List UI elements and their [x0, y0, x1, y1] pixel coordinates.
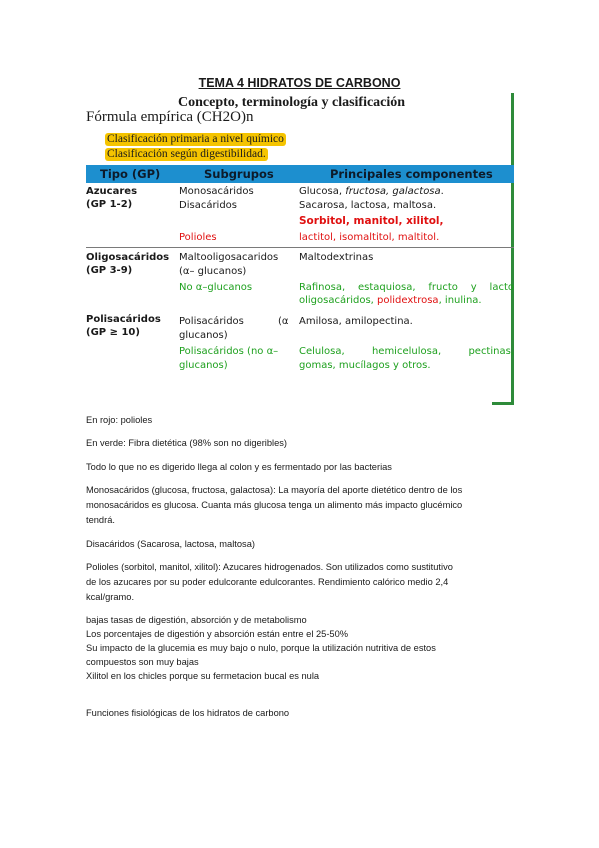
- tipo-azucares-gp: (GP 1-2): [86, 199, 133, 210]
- sub-monosacaridos: Monosacáridos: [179, 186, 254, 197]
- sub-no-alfa-glucanos: No α–glucanos: [179, 282, 253, 293]
- col-header-subgrupos: Subgrupos: [204, 167, 274, 181]
- table-header: [86, 165, 514, 183]
- tipo-azucares: Azucares: [86, 186, 138, 197]
- paragraph-funciones: Funciones fisiológicas de los hidratos de carbono: [86, 708, 290, 718]
- paragraph-porcentajes: Los porcentajes de digestión y absorción están entre el 25-50%: [86, 629, 349, 639]
- col-header-tipo: Tipo (GP): [100, 167, 161, 181]
- col-header-componentes: Principales componentes: [330, 167, 493, 181]
- figure-formula: Fórmula empírica (CH2O)n: [86, 109, 254, 125]
- paragraph-tasas: bajas tasas de digestión, absorción y de metabolismo: [86, 615, 307, 625]
- paragraph-polioles-2: de los azucares por su poder edulcorante edulcorantes. Rendimiento calórico medio 2,4: [86, 577, 449, 587]
- classification-figure: [86, 93, 514, 405]
- paragraph-polioles-1: Polioles (sorbitol, manitol, xilitol): Azucares hidrogenados. Son utilizados como sustitutivo: [86, 562, 453, 572]
- paragraph-rojo: En rojo: polioles: [86, 415, 153, 425]
- sub-alfa-glucanos: (α– glucanos): [179, 266, 247, 277]
- paragraph-colon: Todo lo que no es digerido llega al colon y es fermentado por las bacterias: [86, 462, 392, 472]
- paragraph-glucemia-2: compuestos son muy bajas: [86, 657, 199, 667]
- figure-heading: Concepto, terminología y clasificación: [178, 95, 406, 110]
- document-title: TEMA 4 HIDRATOS DE CARBONO: [198, 76, 401, 90]
- comp-maltodextrinas: Maltodextrinas: [299, 252, 374, 263]
- tipo-oligosacaridos: Oligosacáridos: [86, 252, 170, 263]
- highlight-digestibility: Clasificación según digestibilidad.: [107, 148, 266, 160]
- comp-celulosa: Celulosa, hemicelulosa, pectinas,: [299, 346, 514, 357]
- paragraph-monosacaridos-3: tendrá.: [86, 515, 115, 525]
- sub-polisacaridos-no-alfa: Polisacáridos (no α–: [179, 346, 279, 357]
- paragraph-polioles-3: kcal/gramo.: [86, 592, 135, 602]
- sub-polioles: Polioles: [179, 232, 217, 243]
- comp-polioles-1: Sorbitol, manitol, xilitol,: [299, 215, 444, 227]
- highlight-chemical: Clasificación primaria a nivel químico: [107, 133, 284, 145]
- paragraph-monosacaridos-2: monosacáridos es glucosa. Cuanta más glucosa tenga un alimento más impacto glucémico: [86, 500, 463, 510]
- paragraph-verde: En verde: Fibra dietética (98% son no digeribles): [86, 438, 288, 448]
- tipo-oligosacaridos-gp: (GP 3-9): [86, 265, 133, 276]
- tipo-polisacaridos: Polisacáridos: [86, 314, 161, 325]
- tipo-polisacaridos-gp: (GP ≥ 10): [86, 327, 140, 338]
- sub-polisacaridos-alfa: Polisacáridos: [179, 316, 244, 327]
- paragraph-disacaridos: Disacáridos (Sacarosa, lactosa, maltosa): [86, 539, 255, 549]
- paragraph-xilitol: Xilitol en los chicles porque su fermetacion bucal es nula: [86, 671, 320, 681]
- comp-oligosacaridos: oligosacáridos, polidextrosa, inulina.: [299, 295, 482, 306]
- sub-glucanos-no-alfa: glucanos): [179, 360, 228, 371]
- comp-rafinosa: Rafinosa, estaquiosa, fructo y lacto: [299, 282, 514, 293]
- sub-maltooligosacaridos: Maltooligosacaridos: [179, 252, 279, 263]
- figure-border-bottom: [492, 402, 514, 405]
- sub-disacaridos: Disacáridos: [179, 200, 238, 211]
- row-divider: [86, 247, 514, 248]
- comp-monosacaridos: Glucosa, fructosa, galactosa.: [299, 186, 444, 197]
- comp-gomas: gomas, mucílagos y otros.: [299, 360, 431, 371]
- comp-amilosa: Amilosa, amilopectina.: [299, 316, 413, 327]
- sub-polisacaridos-alfa-symbol: (α: [278, 316, 289, 327]
- comp-polioles-2: lactitol, isomaltitol, maltitol.: [299, 232, 440, 243]
- comp-disacaridos: Sacarosa, lactosa, maltosa.: [299, 200, 437, 211]
- paragraph-monosacaridos-1: Monosacáridos (glucosa, fructosa, galactosa): La mayoría del aporte dietético dentro de los: [86, 485, 463, 495]
- paragraph-glucemia-1: Su impacto de la glucemia es muy bajo o nulo, porque la utilización nutritiva de estos: [86, 643, 436, 653]
- sub-glucanos: glucanos): [179, 330, 228, 341]
